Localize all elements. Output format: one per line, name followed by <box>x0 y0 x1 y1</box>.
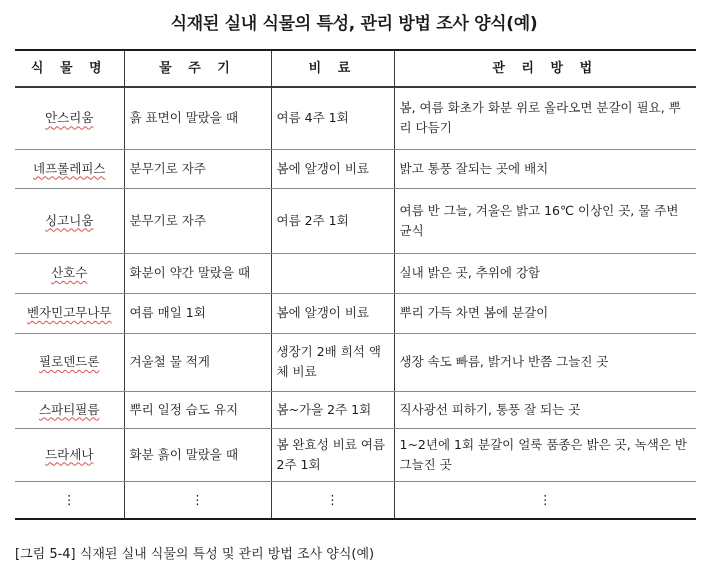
table-row <box>15 188 696 253</box>
care-method-cell: 뿌리 가득 차면 봄에 분갈이 <box>394 293 696 333</box>
watering-cell: 분무기로 자주 <box>124 188 271 253</box>
fertilizer-cell: 생장기 2배 희석 액체 비료 <box>271 333 394 391</box>
watering-cell: 여름 매일 1회 <box>124 293 271 333</box>
care-method-cell: 실내 밝은 곳, 추위에 강함 <box>394 253 696 293</box>
plant-name-cell: 필로덴드론 <box>15 333 124 391</box>
header-fertilizer: 비 료 <box>271 50 394 87</box>
fertilizer-cell: 여름 4주 1회 <box>271 87 394 149</box>
document-title: 식재된 실내 식물의 특성, 관리 방법 조사 양식(예) <box>170 14 538 34</box>
fertilizer-cell <box>271 253 394 293</box>
plant-name-cell: 안스리움 <box>15 87 124 149</box>
watering-cell: 흙 표면이 말랐을 때 <box>124 87 271 149</box>
care-method-cell: 여름 반 그늘, 겨울은 밝고 16℃ 이상인 곳, 물 주변 균식 <box>394 188 696 253</box>
header-care-method: 관 리 방 법 <box>394 50 696 87</box>
plant-name-cell: 네프롤레피스 <box>15 149 124 188</box>
watering-cell: 화분이 약간 말랐을 때 <box>124 253 271 293</box>
table-row <box>15 333 696 391</box>
figure-caption: [그림 5-4] 식재된 실내 식물의 특성 및 관리 방법 조사 양식(예) <box>15 547 375 562</box>
fertilizer-cell: 봄에 알갱이 비료 <box>271 149 394 188</box>
plant-name-cell: 스파티필름 <box>15 391 124 428</box>
table-row <box>15 391 696 428</box>
watering-cell: 겨울철 물 적게 <box>124 333 271 391</box>
table-row <box>15 428 696 481</box>
table-body <box>15 87 696 519</box>
table-row-continuation <box>15 481 696 519</box>
header-watering: 물 주 기 <box>124 50 271 87</box>
care-method-cell: 봄, 여름 화초가 화분 위로 올라오면 분갈이 필요, 뿌리 다듬기 <box>394 87 696 149</box>
plant-name-cell: 벤자민고무나무 <box>15 293 124 333</box>
plant-name-cell: 드라세나 <box>15 428 124 481</box>
table-row <box>15 87 696 149</box>
watering-cell: 화분 흙이 말랐을 때 <box>124 428 271 481</box>
plant-name-cell: 싱고니움 <box>15 188 124 253</box>
fertilizer-cell: 봄에 알갱이 비료 <box>271 293 394 333</box>
plant-name-cell: 산호수 <box>15 253 124 293</box>
watering-cell: 뿌리 일정 습도 유지 <box>124 391 271 428</box>
ellipsis-cell: ⋮ <box>124 481 271 519</box>
fertilizer-cell: 봄 완효성 비료 여름 2주 1회 <box>271 428 394 481</box>
table-header <box>15 50 696 87</box>
ellipsis-cell: ⋮ <box>271 481 394 519</box>
care-method-cell: 직사광선 피하기, 통풍 잘 되는 곳 <box>394 391 696 428</box>
header-row <box>15 50 696 87</box>
care-method-cell: 생장 속도 빠름, 밝거나 반쯤 그늘진 곳 <box>394 333 696 391</box>
fertilizer-cell: 봄~가을 2주 1회 <box>271 391 394 428</box>
table-row <box>15 253 696 293</box>
care-method-cell: 1~2년에 1회 분갈이 얼룩 품종은 밝은 곳, 녹색은 반 그늘진 곳 <box>394 428 696 481</box>
fertilizer-cell: 여름 2주 1회 <box>271 188 394 253</box>
table-row <box>15 149 696 188</box>
table-row <box>15 293 696 333</box>
plant-survey-table <box>15 49 696 520</box>
header-plant-name: 식 물 명 <box>15 50 124 87</box>
ellipsis-cell: ⋮ <box>394 481 696 519</box>
care-method-cell: 밝고 통풍 잘되는 곳에 배치 <box>394 149 696 188</box>
ellipsis-cell: ⋮ <box>15 481 124 519</box>
watering-cell: 분무기로 자주 <box>124 149 271 188</box>
